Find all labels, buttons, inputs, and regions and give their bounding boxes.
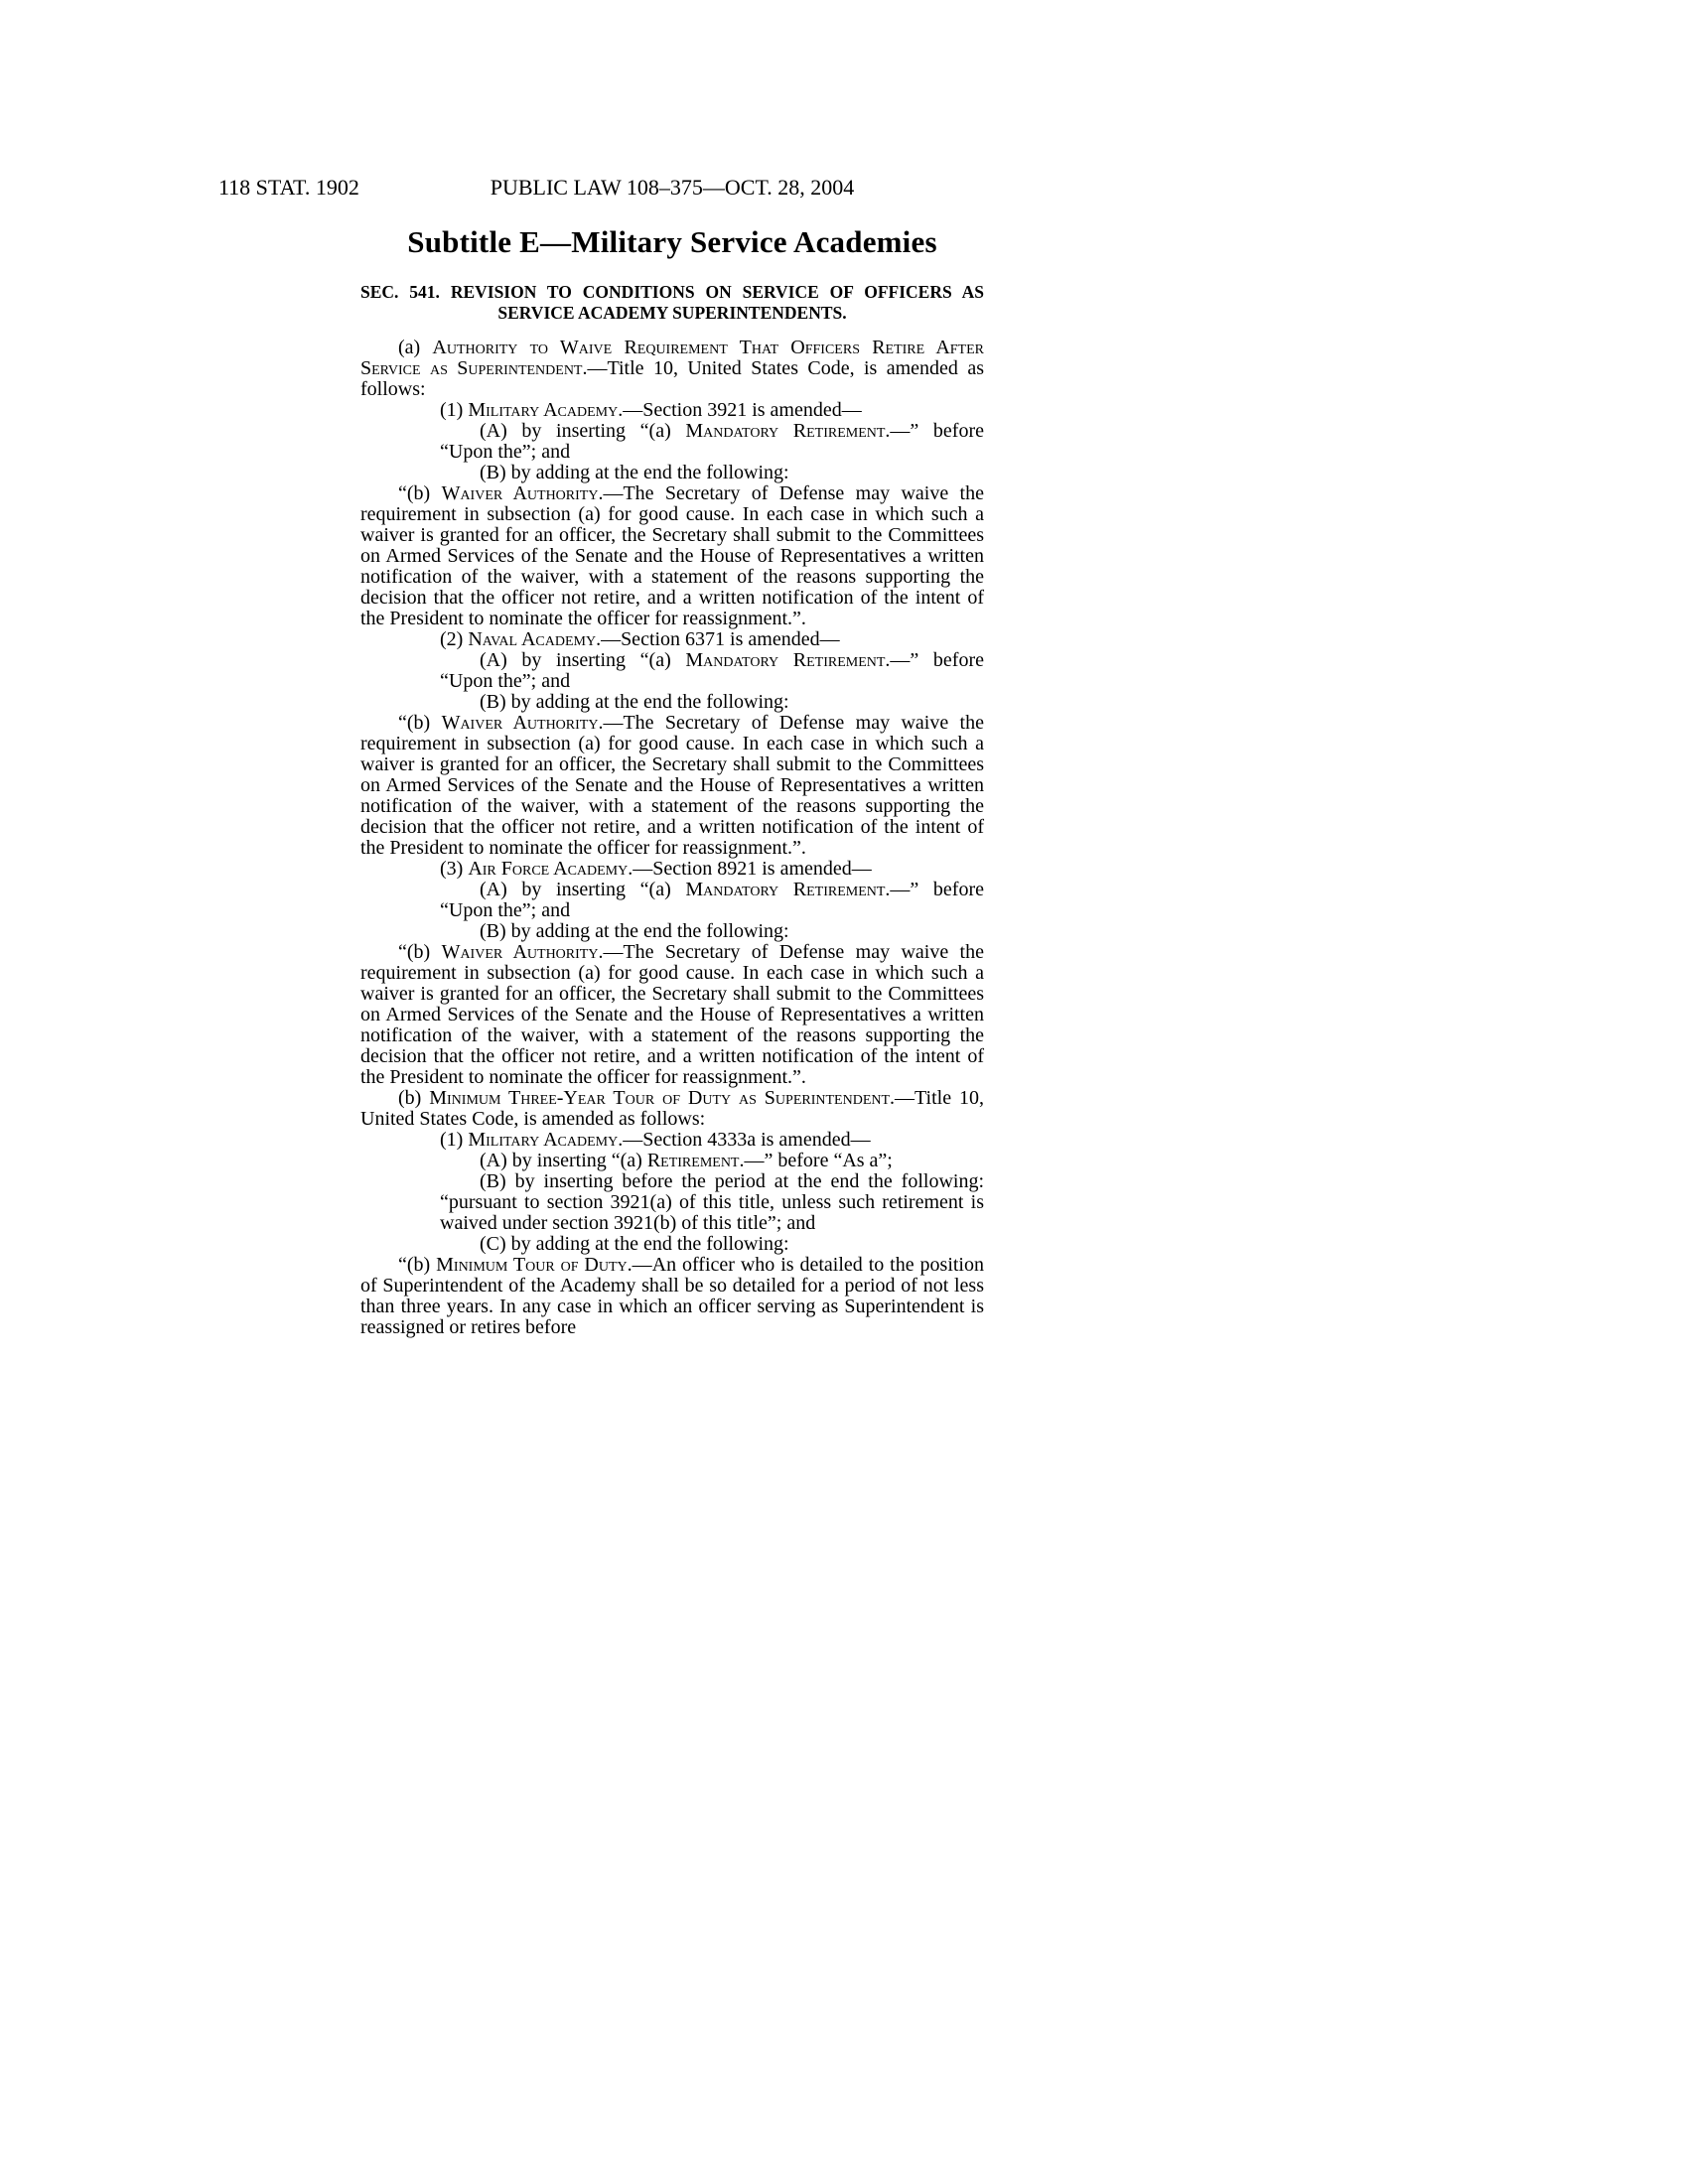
text-run: Waiver Authority [441,941,599,963]
section-heading-line1: SEC. 541. REVISION TO CONDITIONS ON SERVICE OF OFFICERS AS [360,282,984,302]
text-run: (C) by adding at the end the following: [480,1233,789,1255]
text-run: (b) [398,1087,430,1109]
text-run: (3) [440,858,469,880]
text-run: .—Section 6371 is amended— [596,628,840,650]
paragraph [440,880,984,921]
text-run: (A) by inserting “(a) [480,420,686,442]
paragraph [360,338,984,400]
paragraph [360,400,984,421]
paragraph [360,713,984,859]
text-run: (a) [398,337,433,358]
document-body [360,338,984,1338]
paragraph [440,421,984,463]
text-column [360,224,984,1338]
paragraph [360,859,984,880]
text-run: .—” before “Upon the”; and [440,420,985,463]
text-run: (A) by inserting “(a) [480,649,686,671]
text-run: “(b) [398,941,442,963]
text-run: .—” before “Upon the”; and [440,649,985,692]
text-run: Retirement [646,1150,740,1171]
text-run: “(b) [398,712,442,734]
text-run: Air Force Academy [468,858,629,880]
text-run: (A) by inserting “(a) [480,879,686,900]
text-run: .—” before “As a”; [739,1150,893,1171]
text-run: .—Section 4333a is amended— [618,1129,871,1151]
paragraph [440,692,984,713]
paragraph [440,1234,984,1255]
text-run: (B) by adding at the end the following: [480,920,789,942]
text-run: Authority to Waive Requirement That Officers Retire After Service as Superintendent [360,337,984,379]
stat-page-number: 118 STAT. 1902 [218,175,359,200]
text-run: (1) [440,1129,469,1151]
text-run: .—An officer who is detailed to the position of Superintendent of the Academy shall be so detailed for a period of not less than three years. In any case in which an officer serving as Superintendent is reassigned or retires before [360,1254,984,1338]
paragraph [440,1171,984,1234]
paragraph [360,629,984,650]
text-run: (A) by inserting “(a) [480,1150,647,1171]
text-run: .—Title 10, United States Code, is amended as follows: [360,1087,984,1130]
subtitle-heading: Subtitle E—Military Service Academies [407,224,937,259]
section-heading-line2: SERVICE ACADEMY SUPERINTENDENTS. [497,303,847,323]
text-run: Waiver Authority [441,712,599,734]
text-run: .—The Secretary of Defense may waive the requirement in subsection (a) for good cause. In each case in which such a waiver is granted for an officer, the Secretary shall submit to the Committees on Armed Services of the Senate and the House of Representatives a written notification of the waiver, with a statement of the reasons supporting the decision that the officer not retire, and a written notification of the intent of the President to nominate the officer for reassignment.”. [360,712,984,859]
text-run: .—The Secretary of Defense may waive the requirement in subsection (a) for good cause. In each case in which such a waiver is granted for an officer, the Secretary shall submit to the Committees on Armed Services of the Senate and the House of Representatives a written notification of the waiver, with a statement of the reasons supporting the decision that the officer not retire, and a written notification of the intent of the President to nominate the officer for reassignment.”. [360,941,984,1088]
text-run: (1) [440,399,469,421]
paragraph [360,1255,984,1338]
text-run: (B) by adding at the end the following: [480,691,789,713]
paragraph [360,483,984,629]
paragraph [440,1151,984,1171]
section-heading [360,282,984,324]
text-run: Military Academy [468,399,619,421]
text-run: .—The Secretary of Defense may waive the requirement in subsection (a) for good cause. In each case in which such a waiver is granted for an officer, the Secretary shall submit to the Committees on Armed Services of the Senate and the House of Representatives a written notification of the waiver, with a statement of the reasons supporting the decision that the officer not retire, and a written notification of the intent of the President to nominate the officer for reassignment.”. [360,482,984,629]
paragraph [360,942,984,1088]
text-run: Mandatory Retirement [685,420,886,442]
paragraph [360,1130,984,1151]
paragraph [440,921,984,942]
text-run: Waiver Authority [441,482,599,504]
text-run: .—Section 3921 is amended— [618,399,862,421]
text-run: Mandatory Retirement [685,649,886,671]
text-run: “(b) [398,1254,437,1276]
paragraph [440,650,984,692]
text-run: (B) by inserting before the period at the end the following: “pursuant to section 3921(a) of this title, unless such retirement is waived under section 3921(b) of this title”; and [440,1170,984,1234]
paragraph [440,463,984,483]
text-run: Naval Academy [468,628,597,650]
text-run: .—” before “Upon the”; and [440,879,985,921]
text-run: Minimum Tour of Duty [436,1254,628,1276]
text-run: (B) by adding at the end the following: [480,462,789,483]
text-run: .—Section 8921 is amended— [628,858,872,880]
paragraph [360,1088,984,1130]
text-run: “(b) [398,482,442,504]
text-run: Mandatory Retirement [685,879,886,900]
text-run: .—Title 10, United States Code, is amended as follows: [360,357,984,400]
text-run: (2) [440,628,469,650]
text-run: Military Academy [468,1129,619,1151]
running-header-law-title: PUBLIC LAW 108–375—OCT. 28, 2004 [490,175,855,200]
text-run: Minimum Three-Year Tour of Duty as Superintendent [429,1087,891,1109]
